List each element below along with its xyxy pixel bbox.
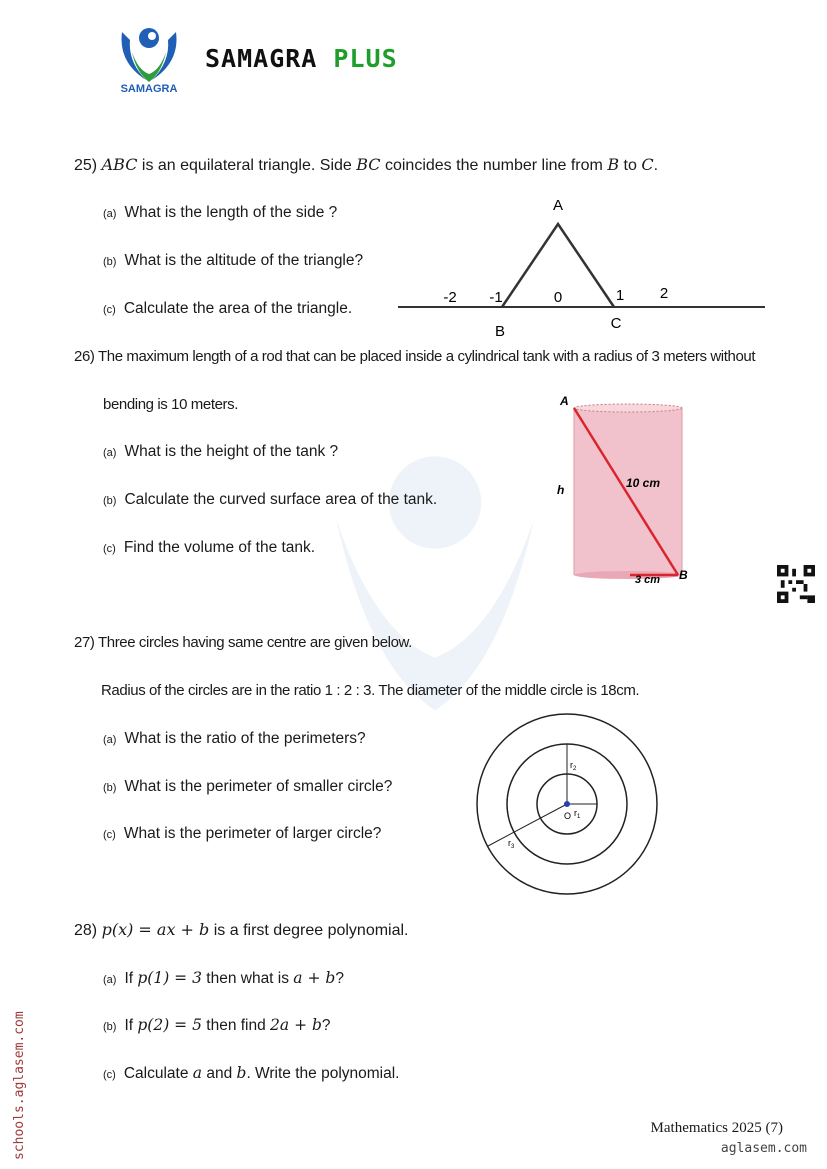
sub-label: (b) [103, 495, 117, 507]
tick-label: -2 [443, 289, 457, 306]
math-expr: 2a + b [270, 1016, 322, 1034]
sub-label: (b) [103, 256, 117, 268]
brand-main: SAMAGRA [205, 44, 318, 73]
sub-text: Calculate [123, 1065, 193, 1082]
sub-text: If [124, 1017, 138, 1034]
center-point [564, 801, 570, 807]
question-number: 28) [74, 922, 98, 939]
r3-label: $r_3$ [508, 838, 515, 850]
question-28 [74, 920, 409, 941]
r2-label: $r_2$ [570, 760, 577, 772]
vertex-a: A [552, 197, 564, 214]
sub-label: (c) [103, 829, 116, 841]
math-expr: b [236, 1064, 247, 1082]
question-text: to [619, 157, 642, 174]
sub-label: (c) [103, 543, 116, 555]
radius-label: 3 cm [635, 574, 661, 586]
height-label: h [557, 483, 565, 497]
question-number: 25) [74, 157, 98, 174]
subquestion-27a [103, 729, 366, 750]
question-26 [74, 347, 755, 367]
subquestion-25b [103, 251, 363, 272]
sub-label: (c) [103, 1069, 116, 1081]
tick-label: 2 [659, 285, 669, 302]
question-number: 26) [74, 348, 95, 365]
logo-text: SAMAGRA [120, 83, 178, 95]
subquestion-26a [103, 442, 338, 463]
sub-label: (a) [103, 734, 117, 746]
subquestion-28b [103, 1015, 331, 1037]
sub-text: Calculate the curved surface area of the tank. [124, 491, 438, 508]
math-b: B [607, 155, 620, 174]
center-label: O [564, 811, 572, 821]
subquestion-28c [103, 1063, 400, 1085]
subquestion-28a [103, 968, 344, 990]
sub-text: Calculate the area of the triangle. [123, 300, 353, 317]
sub-label: (a) [103, 208, 117, 220]
diagonal-label: 10 cm [626, 476, 661, 490]
sub-label: (a) [103, 974, 117, 986]
question-27 [74, 633, 412, 653]
sub-text: If [124, 970, 138, 987]
concentric-circles-figure [470, 708, 670, 903]
subquestion-26c [103, 538, 315, 559]
qr-code-icon [777, 565, 815, 603]
side-watermark: schools.aglasem.com [12, 1011, 27, 1160]
sub-text: ? [335, 970, 344, 987]
sub-label: (b) [103, 1021, 117, 1033]
cylinder-top [574, 404, 682, 412]
cylinder-figure [548, 392, 708, 592]
sub-text: ? [321, 1017, 331, 1034]
sub-text: What is the perimeter of larger circle? [123, 825, 382, 842]
question-25 [74, 155, 658, 176]
sub-label: (b) [103, 782, 117, 794]
r1-label: $r_1$ [574, 808, 581, 820]
sub-text: then what is [201, 970, 294, 987]
sub-text: What is the length of the side ? [124, 204, 338, 221]
vertex-c: C [610, 315, 622, 332]
subquestion-26b [103, 490, 437, 511]
subquestion-27c [103, 824, 381, 845]
vertex-b: B [494, 323, 506, 340]
question-text: is a first degree polynomial. [209, 922, 409, 939]
math-expr: a + b [293, 969, 336, 987]
samagra-logo [108, 22, 190, 96]
question-text: is an equilateral triangle. Side [137, 157, 357, 174]
sub-text: and [202, 1065, 237, 1082]
math-abc: ABC [101, 155, 138, 174]
sub-text: Find the volume of the tank. [123, 539, 316, 556]
sub-label: (a) [103, 447, 117, 459]
sub-text: . Write the polynomial. [246, 1065, 400, 1082]
triangle-figure [390, 190, 770, 345]
radius-r3 [488, 804, 567, 846]
question-number: 27) [74, 634, 95, 651]
question-text: coincides the number line from [380, 157, 608, 174]
sub-label: (c) [103, 304, 116, 316]
sub-text: What is the altitude of the triangle? [124, 252, 364, 269]
tick-label: 1 [615, 287, 625, 304]
brand-accent: PLUS [333, 44, 398, 73]
question-27-line2: Radius of the circles are in the ratio 1 : 2 : 3. The diameter of the middle circle is 18cm. [101, 682, 640, 699]
sub-text: What is the perimeter of smaller circle? [124, 778, 393, 795]
subquestion-25c [103, 299, 352, 320]
page-label: Mathematics 2025 (7) [650, 1120, 783, 1136]
point-b: B [679, 568, 688, 582]
sub-text: What is the height of the tank ? [124, 443, 339, 460]
tick-label: -1 [489, 289, 503, 306]
tick-label: 0 [553, 289, 563, 306]
math-polynomial: p(x) = ax + b [101, 920, 210, 939]
subquestion-27b [103, 777, 392, 798]
sub-text: What is the ratio of the perimeters? [124, 730, 366, 747]
question-text: The maximum length of a rod that can be placed inside a cylindrical tank with a radius of 3 meters without [97, 348, 756, 365]
point-a: A [560, 394, 569, 408]
math-expr: p(1) = 3 [137, 969, 202, 987]
brand-title [205, 44, 398, 73]
question-text: . [653, 157, 659, 174]
math-expr: p(2) = 5 [137, 1016, 202, 1034]
subquestion-25a [103, 203, 337, 224]
math-c: C [641, 155, 654, 174]
sub-text: then find [201, 1017, 271, 1034]
math-expr: a [192, 1064, 203, 1082]
math-bc: BC [356, 155, 381, 174]
question-26-line2: bending is 10 meters. [103, 396, 239, 413]
question-text: Three circles having same centre are given below. [97, 634, 412, 651]
site-footer: aglasem.com [720, 1141, 807, 1156]
